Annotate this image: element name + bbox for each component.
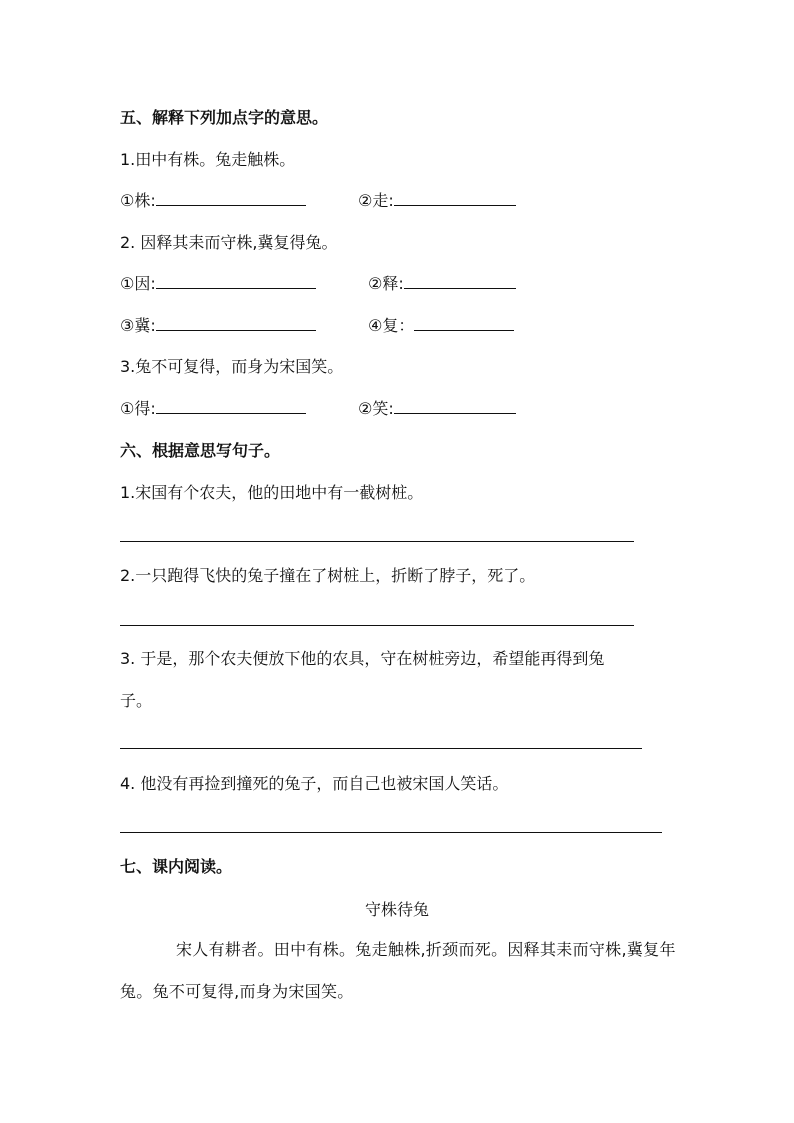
answer-blank[interactable]: [156, 315, 316, 331]
answer-line[interactable]: [120, 625, 634, 626]
passage-title: 守株待兔: [364, 900, 429, 919]
s6-question-2: 2.一只跑得飞快的兔子撞在了树桩上，折断了脖子，死了。: [120, 566, 536, 585]
s6-question-3-line-2: 子。: [120, 691, 153, 710]
s5-q2-item-4: [368, 315, 514, 337]
s6-question-4: 4. 他没有再捡到撞死的兔子，而自己也被宋国人笑话。: [120, 774, 509, 793]
s5-q2-item-3: [120, 315, 316, 337]
section5-heading: 五、解释下列加点字的意思。: [120, 108, 329, 127]
s5-q2-item-4-label: ④复：: [368, 316, 415, 335]
s5-q2-item-1: [120, 273, 316, 295]
answer-blank[interactable]: [156, 273, 316, 289]
s6-question-3-line-1: 3. 于是，那个农夫便放下他的农具，守在树桩旁边，希望能再得到兔: [120, 649, 605, 668]
s5-question-2: 2. 因释其耒而守株,冀复得兔。: [120, 233, 338, 252]
s5-q3-item-1-label: ①得:: [120, 399, 156, 418]
s5-q2-item-3-label: ③冀:: [120, 316, 156, 335]
s5-question-1: 1.田中有株。兔走触株。: [120, 150, 296, 169]
s5-q3-item-2-label: ②笑:: [358, 399, 394, 418]
s5-q3-item-2: [358, 398, 516, 420]
passage-text: 宋人有耕者。田中有株。兔走触株,折颈而死。因释其耒而守株,冀复年兔。兔不可复得,而身为宋国笑。: [120, 940, 676, 1001]
answer-blank[interactable]: [394, 398, 516, 414]
answer-blank[interactable]: [404, 273, 516, 289]
answer-line[interactable]: [120, 748, 642, 749]
answer-blank[interactable]: [394, 190, 516, 206]
s5-q1-item-2-label: ②走:: [358, 191, 394, 210]
s5-q1-item-1-label: ①株:: [120, 191, 156, 210]
answer-blank[interactable]: [156, 190, 306, 206]
s6-question-1: 1.宋国有个农夫，他的田地中有一截树桩。: [120, 483, 424, 502]
s5-q2-item-1-label: ①因:: [120, 274, 156, 293]
s5-q1-item-2: [358, 190, 516, 212]
section7-heading: 七、课内阅读。: [120, 857, 233, 876]
section6-heading: 六、根据意思写句子。: [120, 441, 281, 460]
answer-line[interactable]: [120, 541, 634, 542]
answer-line[interactable]: [120, 832, 662, 833]
s5-q2-item-2: [368, 273, 516, 295]
answer-blank[interactable]: [156, 398, 306, 414]
s5-q2-item-2-label: ②释:: [368, 274, 404, 293]
answer-blank[interactable]: [414, 315, 514, 331]
s5-q3-item-1: [120, 398, 306, 420]
s5-question-3: 3.兔不可复得，而身为宋国笑。: [120, 357, 344, 376]
s5-q1-item-1: [120, 190, 306, 212]
